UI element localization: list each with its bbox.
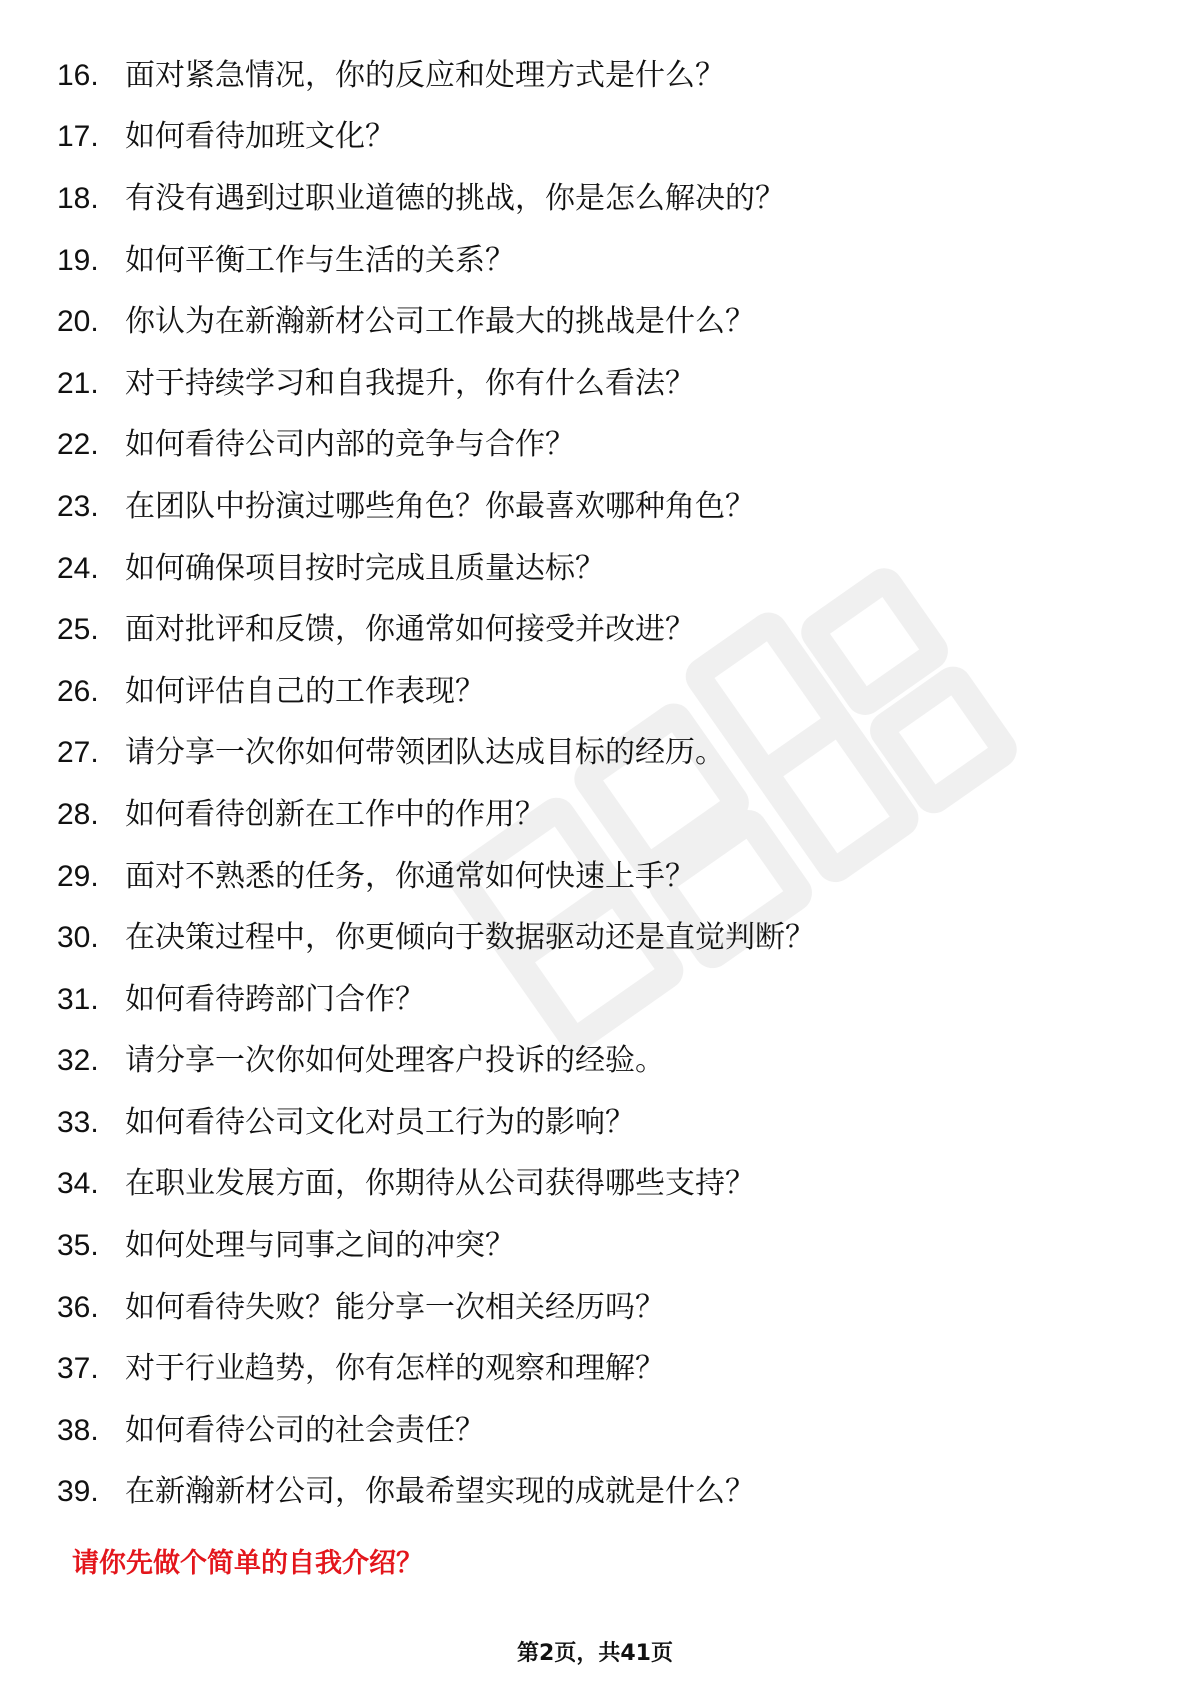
question-text: 如何看待加班文化？ (125, 119, 395, 155)
question-number: 24. (57, 551, 99, 585)
highlight-question: 请你先做个简单的自我介绍？ (72, 1548, 423, 1579)
question-number: 32. (57, 1044, 99, 1078)
list-item (57, 1400, 815, 1462)
question-number: 17. (57, 120, 99, 154)
list-item (57, 538, 815, 600)
question-text: 在新瀚新材公司，你最希望实现的成就是什么？ (125, 1474, 755, 1510)
question-text: 如何看待跨部门合作？ (125, 981, 425, 1017)
list-item (57, 723, 815, 785)
list-item (57, 1031, 815, 1093)
question-text: 如何处理与同事之间的冲突？ (125, 1228, 515, 1264)
question-text: 如何看待公司的社会责任？ (125, 1412, 485, 1448)
question-number: 35. (57, 1229, 99, 1263)
question-text: 如何看待创新在工作中的作用？ (125, 796, 545, 832)
question-number: 28. (57, 797, 99, 831)
question-number: 38. (57, 1413, 99, 1447)
question-text: 面对紧急情况，你的反应和处理方式是什么？ (125, 57, 725, 93)
list-item (57, 230, 815, 292)
question-number: 20. (57, 305, 99, 339)
list-item (57, 599, 815, 661)
question-text: 在职业发展方面，你期待从公司获得哪些支持？ (125, 1166, 755, 1202)
question-number: 36. (57, 1290, 99, 1324)
list-item (57, 291, 815, 353)
question-number: 30. (57, 921, 99, 955)
list-item (57, 168, 815, 230)
question-number: 27. (57, 736, 99, 770)
question-text: 在决策过程中，你更倾向于数据驱动还是直觉判断？ (125, 920, 815, 956)
list-item (57, 1277, 815, 1339)
question-number: 21. (57, 366, 99, 400)
list-item (57, 415, 815, 477)
list-item (57, 1092, 815, 1154)
question-text: 你认为在新瀚新材公司工作最大的挑战是什么？ (125, 304, 755, 340)
list-item (57, 661, 815, 723)
question-number: 18. (57, 181, 99, 215)
question-number: 34. (57, 1167, 99, 1201)
question-text: 如何看待公司内部的竞争与合作？ (125, 427, 575, 463)
question-number: 39. (57, 1475, 99, 1509)
list-item (57, 969, 815, 1031)
list-item (57, 353, 815, 415)
page-number: 第2页，共41页 (517, 1641, 673, 1666)
question-number: 33. (57, 1105, 99, 1139)
question-list (57, 45, 815, 1523)
question-text: 对于持续学习和自我提升，你有什么看法？ (125, 365, 695, 401)
question-number: 16. (57, 58, 99, 92)
list-item (57, 45, 815, 107)
list-item (57, 107, 815, 169)
list-item (57, 1154, 815, 1216)
question-text: 面对不熟悉的任务，你通常如何快速上手？ (125, 858, 695, 894)
list-item (57, 476, 815, 538)
list-item (57, 1462, 815, 1524)
list-item (57, 1338, 815, 1400)
question-number: 23. (57, 489, 99, 523)
question-text: 请分享一次你如何处理客户投诉的经验。 (125, 1043, 665, 1079)
question-number: 37. (57, 1352, 99, 1386)
question-text: 如何平衡工作与生活的关系？ (125, 242, 515, 278)
list-item (57, 846, 815, 908)
question-number: 26. (57, 674, 99, 708)
question-number: 29. (57, 859, 99, 893)
question-number: 25. (57, 613, 99, 647)
question-number: 31. (57, 982, 99, 1016)
list-item (57, 1215, 815, 1277)
question-text: 如何看待公司文化对员工行为的影响？ (125, 1104, 635, 1140)
question-number: 19. (57, 243, 99, 277)
list-item (57, 784, 815, 846)
question-text: 如何确保项目按时完成且质量达标？ (125, 550, 605, 586)
question-text: 有没有遇到过职业道德的挑战，你是怎么解决的？ (125, 180, 785, 216)
question-number: 22. (57, 428, 99, 462)
question-text: 请分享一次你如何带领团队达成目标的经历。 (125, 735, 725, 771)
question-text: 面对批评和反馈，你通常如何接受并改进？ (125, 612, 695, 648)
question-text: 如何评估自己的工作表现？ (125, 673, 485, 709)
list-item (57, 907, 815, 969)
question-text: 在团队中扮演过哪些角色？你最喜欢哪种角色？ (125, 488, 755, 524)
question-text: 如何看待失败？能分享一次相关经历吗？ (125, 1289, 665, 1325)
question-text: 对于行业趋势，你有怎样的观察和理解？ (125, 1351, 665, 1387)
